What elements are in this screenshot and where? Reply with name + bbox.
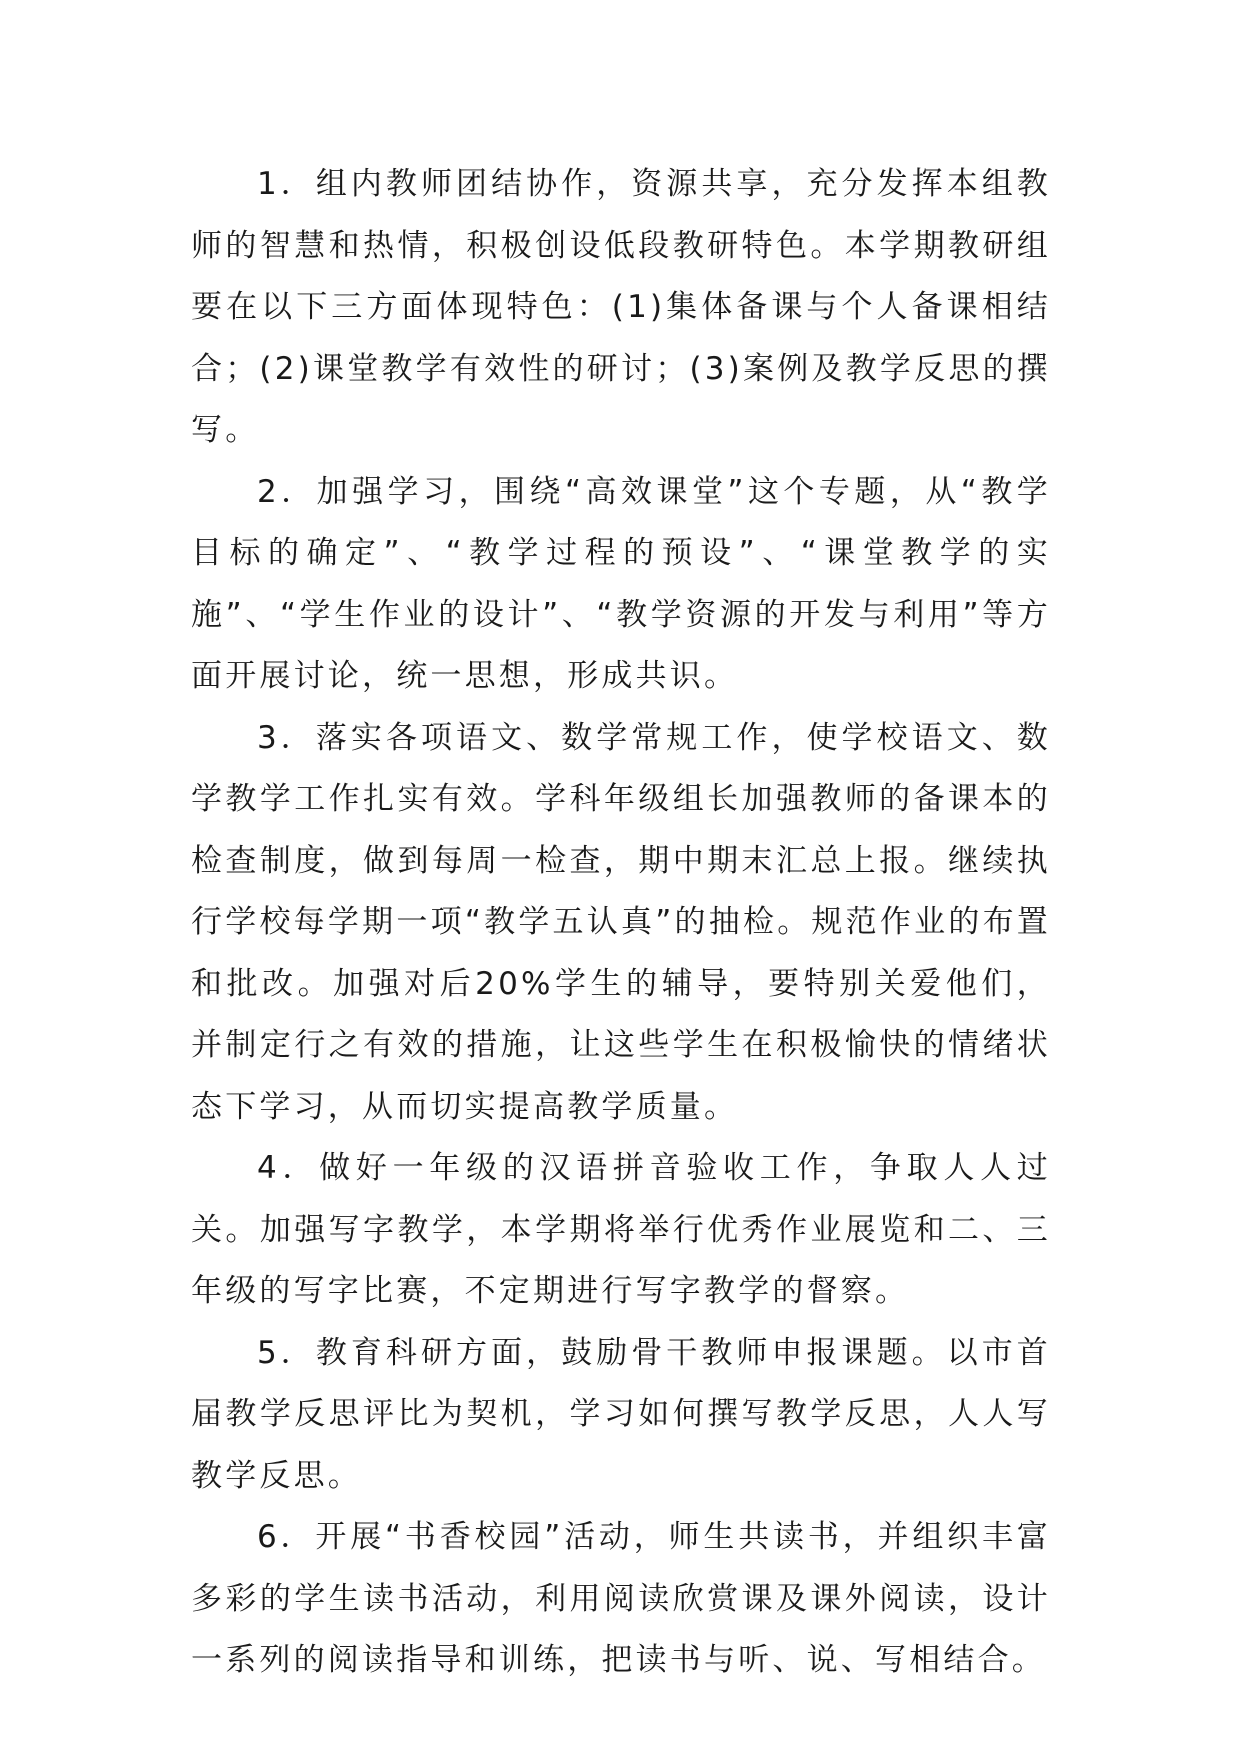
paragraph-item-3: 3．落实各项语文、数学常规工作，使学校语文、数学教学工作扎实有效。学科年级组长加强教师的备课本的检查制度，做到每周一检查，期中期末汇总上报。继续执行学校每学期一项“教学五认真”的抽检。规范作业的布置和批改。加强对后20%学生的辅导，要特别关爱他们，并制定行之有效的措施，让这些学生在积极愉快的情绪状态下学习，从而切实提高教学质量。 [191, 719, 1051, 1125]
document-body [191, 154, 1051, 1692]
paragraph-item-4: 4．做好一年级的汉语拼音验收工作，争取人人过关。加强写字教学，本学期将举行优秀作业展览和二、三年级的写字比赛，不定期进行写字教学的督察。 [191, 1150, 1051, 1309]
paragraph-item-1: 1．组内教师团结协作，资源共享，充分发挥本组教师的智慧和热情，积极创设低段教研特色。本学期教研组要在以下三方面体现特色：(1)集体备课与个人备课相结合；(2)课堂教学有效性的研讨；(3)案例及教学反思的撰写。 [191, 166, 1051, 448]
paragraph-item-6: 6．开展“书香校园”活动，师生共读书，并组织丰富多彩的学生读书活动，利用阅读欣赏课及课外阅读，设计一系列的阅读指导和训练，把读书与听、说、写相结合。 [191, 1519, 1051, 1678]
paragraph-item-5: 5．教育科研方面，鼓励骨干教师申报课题。以市首届教学反思评比为契机，学习如何撰写教学反思，人人写教学反思。 [191, 1334, 1051, 1494]
paragraph-item-2: 2．加强学习，围绕“高效课堂”这个专题，从“教学目标的确定”、“教学过程的预设”、“课堂教学的实施”、“学生作业的设计”、“教学资源的开发与利用”等方面开展讨论，统一思想，形成共识。 [191, 473, 1051, 694]
